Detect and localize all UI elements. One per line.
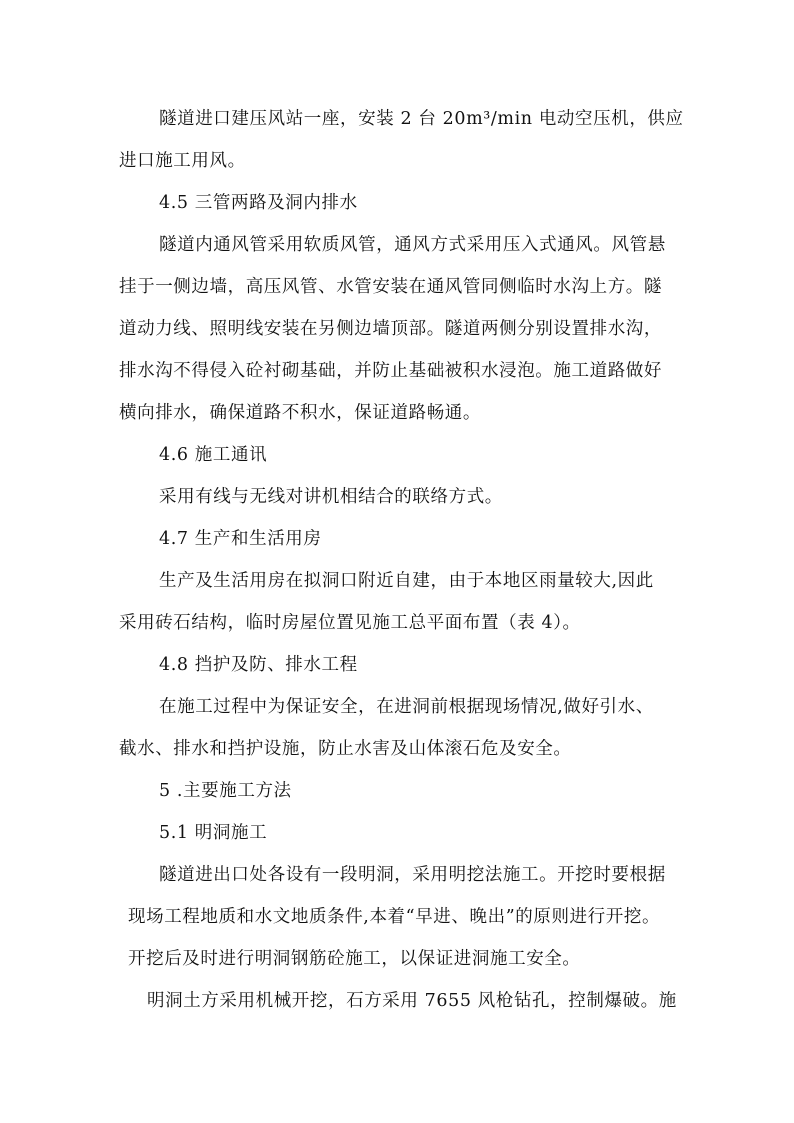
paragraph-line: 隧道内通风管采用软质风管，通风方式采用压入式通风。风管悬 (159, 235, 666, 255)
paragraph-line: 截水、排水和挡护设施，防止水害及山体滚石危及安全。 (119, 739, 572, 759)
paragraph-line: 隧道进出口处各设有一段明洞，采用明挖法施工。开挖时要根据 (159, 865, 666, 885)
paragraph-line: 开挖后及时进行明洞钢筋砼施工，以保证进洞施工安全。 (128, 949, 581, 969)
section-heading: 4.7 生产和生活用房 (159, 529, 322, 549)
paragraph-line: 横向排水，确保道路不积水，保证道路畅通。 (119, 403, 481, 423)
section-heading: 4.5 三管两路及洞内排水 (159, 193, 358, 213)
paragraph-line: 进口施工用风。 (119, 151, 246, 171)
paragraph-line: 采用砖石结构，临时房屋位置见施工总平面布置（表 4）。 (119, 613, 581, 633)
section-heading: 4.6 施工通讯 (159, 445, 268, 465)
section-heading: 5 .主要施工方法 (159, 781, 292, 801)
paragraph-line: 隧道进口建压风站一座，安装 2 台 20m³/min 电动空压机，供应 (159, 109, 684, 129)
paragraph-line: 明洞土方采用机械开挖，石方采用 7655 风枪钻孔，控制爆破。施 (147, 991, 677, 1011)
paragraph-line: 挂于一侧边墙，高压风管、水管安装在通风管同侧临时水沟上方。隧 (119, 277, 662, 297)
paragraph-line: 生产及生活用房在拟洞口附近自建，由于本地区雨量较大,因此 (159, 571, 654, 591)
paragraph-line: 排水沟不得侵入砼衬砌基础，并防止基础被积水浸泡。施工道路做好 (119, 361, 662, 381)
paragraph-line: 现场工程地质和水文地质条件,本着“早进、晚出”的原则进行开挖。 (128, 907, 661, 927)
section-heading: 5.1 明洞施工 (159, 823, 268, 843)
section-heading: 4.8 挡护及防、排水工程 (159, 655, 358, 675)
paragraph-line: 采用有线与无线对讲机相结合的联络方式。 (159, 487, 503, 507)
paragraph-line: 在施工过程中为保证安全，在进洞前根据现场情况,做好引水、 (159, 697, 654, 717)
paragraph-line: 道动力线、照明线安装在另侧边墙顶部。隧道两侧分别设置排水沟， (119, 319, 662, 339)
